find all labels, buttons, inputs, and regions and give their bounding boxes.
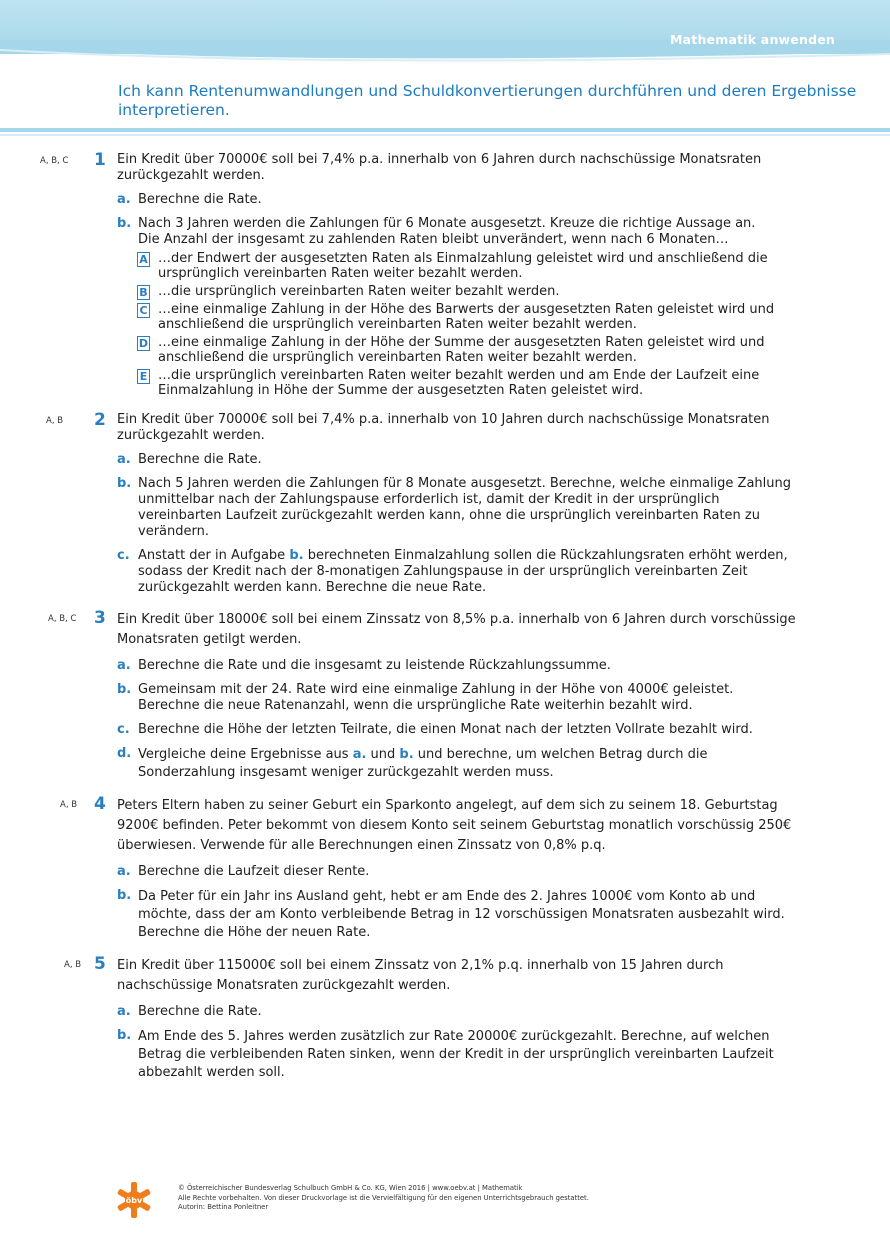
subtask-b <box>117 216 797 398</box>
option-text: …die ursprünglich vereinbarten Raten weiter bezahlt werden. <box>158 284 560 299</box>
learning-goal: Ich kann Rentenumwandlungen und Schuldkonvertierungen durchführen und deren Ergebnisse interpretieren. <box>118 82 857 119</box>
text-segment: Anstatt der in Aufgabe <box>138 548 290 563</box>
answer-option-b[interactable] <box>137 284 777 299</box>
task-number: 3 <box>94 608 106 628</box>
subtask-text: Berechne die Laufzeit dieser Rente. <box>138 864 370 879</box>
task-competence-tag: A, B, C <box>40 156 69 166</box>
task-4 <box>0 794 890 942</box>
subtask-reference: b. <box>399 747 414 762</box>
task-1 <box>0 150 890 398</box>
subtask-letter: a. <box>117 864 131 879</box>
text-segment: berechneten Einmalzahlung sollen die Rückzahlungsraten erhöht werden, sodass der Kredit nach der 8-monatigen Zahlungspause in der ursprünglich vereinbarten Zeit zurückgezahlt werden kann. Berechne die neue Rate. <box>138 548 788 595</box>
task-number: 1 <box>94 150 106 170</box>
subtask-letter: d. <box>117 746 132 761</box>
subtask-reference: b. <box>289 548 304 563</box>
subtask-text: Nach 5 Jahren werden die Zahlungen für 8 Monate ausgesetzt. Berechne, welche einmalige Zahlung unmittelbar nach der Zahlungspause erforderlich ist, damit der Kredit in der ursprünglich vereinbarten Laufzeit zurückgezahlt werden kann, ohne die ursprünglich vereinbarten Raten zu verändern. <box>138 476 792 539</box>
subtask-letter: b. <box>117 888 132 903</box>
subtask-letter: a. <box>117 452 131 467</box>
task-number: 4 <box>94 794 106 814</box>
subtask-a <box>117 1004 797 1020</box>
subtask-text: Berechne die Rate. <box>138 452 262 467</box>
logo-text: öbv <box>125 1196 143 1205</box>
task-number: 5 <box>94 954 106 974</box>
text-segment: und berechne, um welchen Betrag durch die Sonderzahlung insgesamt weniger zurückgezahlt werden muss. <box>138 747 708 780</box>
answer-option-e[interactable] <box>137 368 777 398</box>
text-segment: und <box>366 747 400 762</box>
footer-line: Autorin: Bettina Ponleitner <box>178 1203 269 1211</box>
option-checkbox[interactable]: E <box>137 369 150 384</box>
task-competence-tag: A, B <box>60 800 78 810</box>
subtask-b <box>117 476 797 540</box>
task-competence-tag: A, B, C <box>48 614 77 624</box>
subtask-letter: a. <box>117 658 131 673</box>
task-text: Ein Kredit über 115000€ soll bei einem Zinssatz von 2,1% p.q. innerhalb von 15 Jahren durch nachschüssige Monatsraten zurückgezahlt werden. <box>117 958 724 993</box>
option-checkbox[interactable]: D <box>138 337 149 350</box>
subtask-a <box>117 192 797 208</box>
subtask-instruction: Nach 3 Jahren werden die Zahlungen für 6 Monate ausgesetzt. Kreuze die richtige Aussage an. <box>138 216 756 231</box>
subtask-letter: b. <box>117 476 132 491</box>
task-text: Peters Eltern haben zu seiner Geburt ein Sparkonto angelegt, auf dem sich zu seinem 18. Geburtstag 9200€ befinden. Peter bekommt von diesem Konto seit seinem Geburtstag monatlich vorschüssig 250€ überwiesen. Verwende für alle Berechnungen einen Zinssatz von 0,8% p.q. <box>117 798 792 853</box>
section-label: Mathematik anwenden <box>670 32 835 47</box>
subtask-a <box>117 452 797 468</box>
footer-line: Alle Rechte vorbehalten. Von dieser Druckvorlage ist die Vervielfältigung für den eigenen Unterrichtsgebrauch gestattet. <box>178 1193 589 1202</box>
subtask-letter: c. <box>117 722 130 737</box>
task-competence-tag: A, B <box>64 960 82 970</box>
subtask-reference: a. <box>352 747 367 762</box>
subtask-c <box>117 722 797 738</box>
subtask-letter: c. <box>117 548 130 563</box>
subtask-text: Am Ende des 5. Jahres werden zusätzlich zur Rate 20000€ zurückgezahlt. Berechne, auf welchen Betrag die verbleibenden Raten sinken, wenn der Kredit in der ursprünglich vereinbarten Laufzeit abbezahlt werden soll. <box>138 1029 774 1080</box>
goal-divider <box>0 128 890 138</box>
subtask-d <box>117 746 797 782</box>
subtask-text: Berechne die Rate. <box>138 1004 262 1019</box>
subtask-text: Berechne die Rate. <box>138 192 262 207</box>
subtask-text: Berechne die Höhe der letzten Teilrate, die einen Monat nach der letzten Vollrate bezahlt wird. <box>138 722 753 737</box>
task-text: Ein Kredit über 18000€ soll bei einem Zinssatz von 8,5% p.a. innerhalb von 6 Jahren durch vorschüssige Monatsraten getilgt werden. <box>117 612 796 647</box>
subtask-a <box>117 658 797 674</box>
subtask-letter: b. <box>117 216 132 231</box>
answer-option-d[interactable] <box>137 335 777 365</box>
subtask-text <box>138 746 797 782</box>
option-checkbox[interactable]: C <box>137 303 150 318</box>
subtask-letter: b. <box>117 682 132 697</box>
subtask-text: Da Peter für ein Jahr ins Ausland geht, hebt er am Ende des 2. Jahres 1000€ vom Konto ab und möchte, dass der am Konto verbleibende Betrag in 12 vorschüssigen Monatsraten ausbezahlt wird. Berechne die Höhe der neuen Rate. <box>138 889 785 940</box>
footer-line: © Österreichischer Bundesverlag Schulbuch GmbH & Co. KG, Wien 2016 | www.oebv.at | Mathematik <box>178 1184 523 1192</box>
answer-option-c[interactable] <box>137 302 777 332</box>
task-text: Ein Kredit über 70000€ soll bei 7,4% p.a. innerhalb von 6 Jahren durch nachschüssige Monatsraten zurückgezahlt werden. <box>117 152 762 183</box>
subtask-c <box>117 548 797 596</box>
task-text: Ein Kredit über 70000€ soll bei 7,4% p.a. innerhalb von 10 Jahren durch nachschüssige Monatsraten zurückgezahlt werden. <box>117 412 770 443</box>
option-text: …die ursprünglich vereinbarten Raten weiter bezahlt werden und am Ende der Laufzeit eine Einmalzahlung in Höhe der Summe der ausgesetzten Raten geleistet wird. <box>158 368 760 398</box>
answer-option-a[interactable] <box>137 251 777 281</box>
option-text: …eine einmalige Zahlung in der Höhe des Barwerts der ausgesetzten Raten geleistet wird und anschließend die ursprünglich vereinbarten Raten weiter bezahlt werden. <box>158 302 775 332</box>
task-competence-tag: A, B <box>46 416 64 426</box>
subtask-text <box>138 548 797 596</box>
text-segment: Vergleiche deine Ergebnisse aus <box>138 747 353 762</box>
subtask-a <box>117 864 797 880</box>
task-2 <box>0 410 890 596</box>
subtask-b <box>117 682 797 714</box>
option-text: …der Endwert der ausgesetzten Raten als Einmalzahlung geleistet wird und anschließend die ursprünglich vereinbarten Raten weiter bezahlt werden. <box>158 251 768 281</box>
task-number: 2 <box>94 410 106 430</box>
task-list <box>0 150 890 1094</box>
option-text: …eine einmalige Zahlung in der Höhe der Summe der ausgesetzten Raten geleistet wird und anschließend die ursprünglich vereinbarten Raten weiter bezahlt werden. <box>158 335 765 365</box>
subtask-letter: a. <box>117 192 131 207</box>
subtask-b <box>117 888 797 942</box>
subtask-text: Gemeinsam mit der 24. Rate wird eine einmalige Zahlung in der Höhe von 4000€ geleistet. Berechne die neue Ratenanzahl, wenn die ursprüngliche Rate weiterhin bezahlt wird. <box>138 682 734 713</box>
subtask-letter: a. <box>117 1004 131 1019</box>
subtask-text: Berechne die Rate und die insgesamt zu leistende Rückzahlungssumme. <box>138 658 611 673</box>
subtask-b <box>117 1028 797 1082</box>
subtask-text <box>138 216 797 248</box>
option-checkbox[interactable]: A <box>137 252 150 267</box>
copyright-footer <box>178 1184 589 1213</box>
option-checkbox[interactable]: B <box>137 285 150 300</box>
subtask-prompt: Die Anzahl der insgesamt zu zahlenden Raten bleibt unverändert, wenn nach 6 Monaten… <box>138 232 729 247</box>
oebv-logo-icon <box>116 1182 152 1218</box>
task-5 <box>0 954 890 1082</box>
subtask-letter: b. <box>117 1028 132 1043</box>
task-3 <box>0 608 890 782</box>
